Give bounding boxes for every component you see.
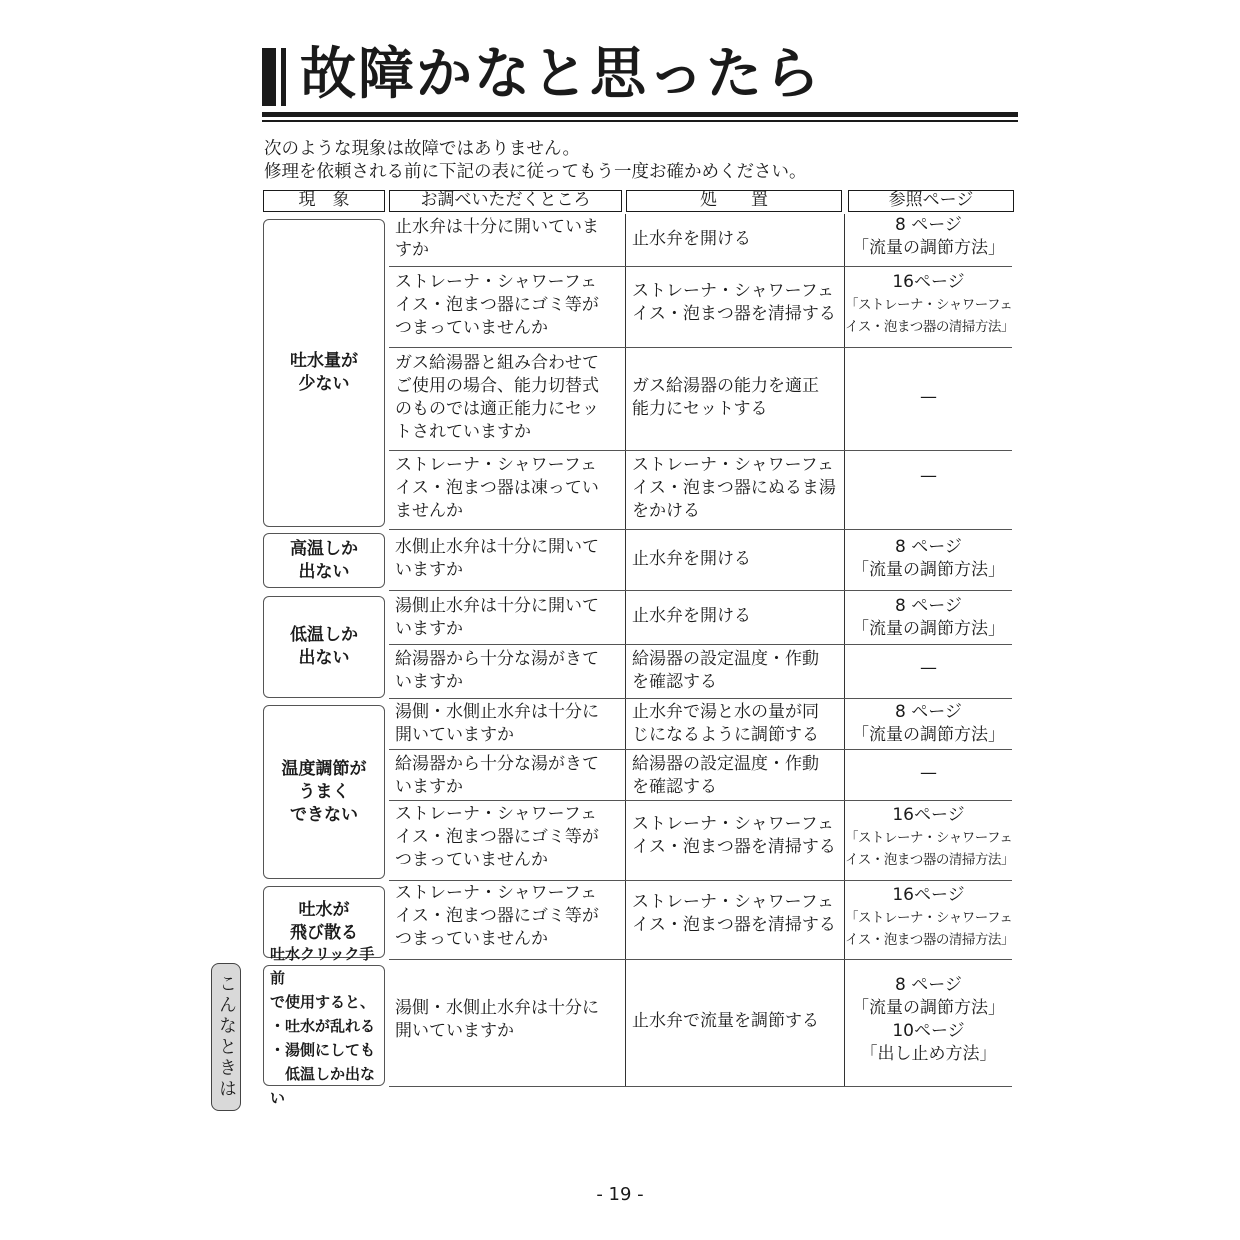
reference-line: 「ストレーナ・シャワーフェ [845, 910, 1013, 926]
intro-line-2: 修理を依頼される前に下記の表に従ってもう一度お確かめください。 [264, 162, 807, 182]
check-cell: 湯側・水側止水弁は十分に 開いていますか [395, 998, 599, 1041]
row-divider [389, 1086, 1012, 1087]
row-divider [389, 347, 1012, 348]
header-remedy: 処 置 [626, 190, 842, 212]
check-cell: 水側止水弁は十分に開いて いますか [395, 537, 599, 580]
header-check: お調べいただくところ [389, 190, 622, 212]
row-divider [389, 749, 1012, 750]
category-only-cold: 低温しか 出ない [263, 596, 385, 698]
check-cell: 止水弁は十分に開いていま すか [395, 217, 599, 260]
page-title: 故障かなと思ったら [300, 42, 822, 107]
table-divider [844, 214, 845, 1087]
category-temp-control: 温度調節が うまく できない [263, 705, 385, 879]
section-side-tab [211, 963, 241, 1111]
row-divider [389, 590, 1012, 591]
page-title-block [262, 40, 1018, 126]
reference-cell [845, 214, 1012, 260]
check-cell: ストレーナ・シャワーフェ イス・泡まつ器にゴミ等が つまっていませんか [395, 272, 599, 338]
reference-line: 「出し止め方法」 [860, 1044, 997, 1064]
page-number: - 19 - [596, 1184, 644, 1205]
reference-line: イス・泡まつ器の清掃方法」 [845, 852, 1014, 868]
intro-text [264, 138, 807, 184]
reference-cell [845, 657, 1012, 680]
check-cell: 湯側止水弁は十分に開いて いますか [395, 596, 599, 639]
row-divider [389, 959, 1012, 960]
reference-line: 8 ページ [895, 537, 962, 557]
side-tab-label: こんなときは [216, 974, 237, 1100]
reference-line: 16ページ [892, 805, 965, 825]
row-divider [389, 800, 1012, 801]
reference-line: 10ページ [892, 1021, 965, 1041]
intro-line-1: 次のような現象は故障ではありません。 [264, 139, 581, 159]
row-divider [389, 644, 1012, 645]
check-cell: ストレーナ・シャワーフェ イス・泡まつ器は凍ってい ませんか [395, 455, 599, 521]
reference-line: 「ストレーナ・シャワーフェ [845, 297, 1013, 313]
reference-line: 「流量の調節方法」 [852, 619, 1005, 639]
header-phenomenon: 現 象 [263, 190, 385, 212]
remedy-cell: ストレーナ・シャワーフェ イス・泡まつ器を清掃する [632, 281, 836, 324]
remedy-cell: ストレーナ・シャワーフェ イス・泡まつ器にぬるま湯 をかける [632, 455, 836, 521]
remedy-cell: 給湯器の設定温度・作動 を確認する [632, 649, 819, 692]
row-divider [389, 698, 1012, 699]
remedy-cell: 止水弁を開ける [632, 549, 751, 569]
row-divider [389, 529, 1012, 530]
check-cell: 給湯器から十分な湯がきて いますか [395, 649, 599, 692]
check-cell: ガス給湯器と組み合わせて ご使用の場合、能力切替式 のものでは適正能力にセッ トされていますか [395, 353, 599, 442]
check-cell: ストレーナ・シャワーフェ イス・泡まつ器にゴミ等が つまっていませんか [395, 883, 599, 949]
reference-cell [845, 974, 1012, 1066]
reference-line: イス・泡まつ器の清掃方法」 [845, 932, 1014, 948]
title-rule-thick [262, 112, 1018, 117]
remedy-cell: 給湯器の設定温度・作動 を確認する [632, 754, 819, 797]
check-cell: ストレーナ・シャワーフェ イス・泡まつ器にゴミ等が つまっていませんか [395, 804, 599, 870]
reference-cell [845, 884, 1012, 951]
reference-line: 8 ページ [895, 702, 962, 722]
header-reference: 参照ページ [848, 190, 1014, 212]
reference-line: 16ページ [892, 272, 965, 292]
category-only-hot: 高温しか 出ない [263, 533, 385, 588]
reference-cell [845, 701, 1012, 747]
table-divider [625, 214, 626, 1087]
reference-line: 「流量の調節方法」 [852, 725, 1005, 745]
reference-line: — [920, 763, 937, 783]
reference-line: 「流量の調節方法」 [852, 998, 1005, 1018]
category-click-position: 吐水クリック手前 で使用すると、 ・吐水が乱れる ・湯側にしても 低温しか出ない [263, 965, 385, 1086]
reference-line: 8 ページ [895, 975, 962, 995]
reference-line: 「ストレーナ・シャワーフェ [845, 830, 1013, 846]
check-cell: 湯側・水側止水弁は十分に 開いていますか [395, 702, 599, 745]
title-bar-thick [262, 48, 276, 106]
reference-line: 16ページ [892, 885, 965, 905]
row-divider [389, 880, 1012, 881]
remedy-cell: ストレーナ・シャワーフェ イス・泡まつ器を清掃する [632, 814, 836, 857]
reference-line: 「流量の調節方法」 [852, 560, 1005, 580]
reference-line: 8 ページ [895, 596, 962, 616]
reference-line: イス・泡まつ器の清掃方法」 [845, 319, 1014, 335]
title-bar-thin [281, 48, 286, 106]
remedy-cell: 止水弁を開ける [632, 606, 751, 626]
reference-cell [845, 762, 1012, 785]
row-divider [389, 266, 1012, 267]
remedy-cell: 止水弁を開ける [632, 229, 751, 249]
row-divider [389, 450, 1012, 451]
reference-line: — [920, 466, 937, 486]
reference-cell [845, 386, 1012, 409]
reference-cell [845, 465, 1012, 488]
remedy-cell: 止水弁で湯と水の量が同 じになるように調節する [632, 702, 819, 745]
remedy-cell: 止水弁で流量を調節する [632, 1011, 819, 1031]
reference-cell [845, 595, 1012, 641]
category-splash: 吐水が 飛び散る [263, 886, 385, 958]
reference-cell [845, 271, 1012, 338]
reference-line: 「流量の調節方法」 [852, 238, 1005, 258]
remedy-cell: ガス給湯器の能力を適正 能力にセットする [632, 376, 819, 419]
reference-line: — [920, 387, 937, 407]
reference-line: — [920, 658, 937, 678]
check-cell: 給湯器から十分な湯がきて いますか [395, 754, 599, 797]
reference-cell [845, 536, 1012, 582]
title-rule-thin [262, 120, 1018, 122]
remedy-cell: ストレーナ・シャワーフェ イス・泡まつ器を清掃する [632, 892, 836, 935]
reference-cell [845, 804, 1012, 871]
reference-line: 8 ページ [895, 215, 962, 235]
category-low-flow: 吐水量が 少ない [263, 219, 385, 527]
